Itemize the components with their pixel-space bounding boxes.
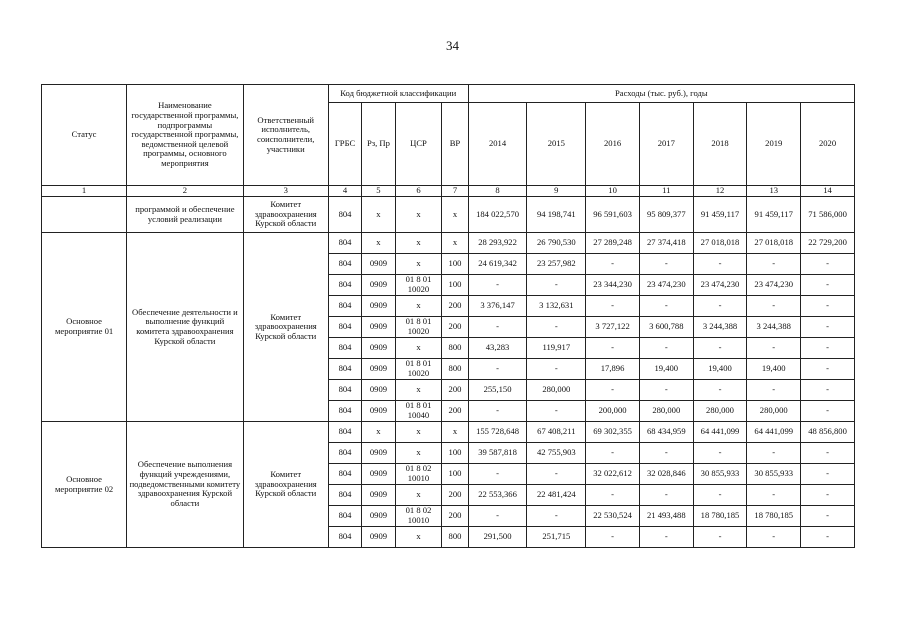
data-cell: 0909 [362, 527, 395, 548]
data-cell: х [395, 380, 442, 401]
data-cell: - [468, 506, 527, 527]
data-cell: 200,000 [586, 401, 640, 422]
data-cell: 804 [328, 338, 361, 359]
data-cell: - [468, 275, 527, 296]
data-cell: 64 441,099 [747, 422, 801, 443]
data-cell: х [362, 233, 395, 254]
data-cell: х [395, 296, 442, 317]
data-cell: 01 8 01 10020 [395, 359, 442, 380]
data-cell: 200 [442, 317, 468, 338]
data-cell: 3 376,147 [468, 296, 527, 317]
data-cell: - [693, 485, 747, 506]
data-cell: 0909 [362, 296, 395, 317]
data-cell: 804 [328, 275, 361, 296]
data-cell: 200 [442, 485, 468, 506]
data-cell: 255,150 [468, 380, 527, 401]
data-cell: - [801, 506, 855, 527]
data-cell: - [801, 359, 855, 380]
data-cell: 200 [442, 380, 468, 401]
data-cell: 22 553,366 [468, 485, 527, 506]
data-cell: - [801, 275, 855, 296]
name-cell: Обеспечение выполнения функций учреждениями, подведомственными комитету здравоохранения Курской области [127, 422, 244, 548]
data-cell: 3 600,788 [639, 317, 693, 338]
data-cell: 69 302,355 [586, 422, 640, 443]
data-cell: - [747, 296, 801, 317]
data-cell: - [639, 254, 693, 275]
data-cell: 68 434,959 [639, 422, 693, 443]
data-cell: 3 132,631 [527, 296, 586, 317]
data-cell: 200 [442, 401, 468, 422]
column-index-cell: 9 [527, 186, 586, 197]
data-cell: - [801, 380, 855, 401]
data-cell: - [747, 485, 801, 506]
header-year: 2018 [693, 103, 747, 186]
header-budget-code: Код бюджетной классификации [328, 85, 468, 103]
header-vr: ВР [442, 103, 468, 186]
page-number: 34 [446, 38, 459, 53]
data-cell: 800 [442, 527, 468, 548]
data-cell: - [586, 338, 640, 359]
data-cell: - [747, 527, 801, 548]
table-row [42, 197, 855, 233]
data-cell: х [442, 422, 468, 443]
data-cell: 804 [328, 233, 361, 254]
column-index-row [42, 186, 855, 197]
column-index-cell: 2 [127, 186, 244, 197]
data-cell: - [527, 317, 586, 338]
data-cell: 804 [328, 380, 361, 401]
data-cell: 67 408,211 [527, 422, 586, 443]
data-cell: 0909 [362, 359, 395, 380]
header-year: 2017 [639, 103, 693, 186]
data-cell: - [468, 401, 527, 422]
data-cell: 0909 [362, 506, 395, 527]
data-cell: 91 459,117 [747, 197, 801, 233]
data-cell: х [362, 197, 395, 233]
data-cell: 39 587,818 [468, 443, 527, 464]
data-cell: - [747, 443, 801, 464]
data-cell: 18 780,185 [693, 506, 747, 527]
data-cell: - [527, 464, 586, 485]
data-cell: х [442, 233, 468, 254]
data-cell: 0909 [362, 464, 395, 485]
data-cell: 0909 [362, 401, 395, 422]
data-cell: - [586, 443, 640, 464]
header-year: 2016 [586, 103, 640, 186]
data-cell: 42 755,903 [527, 443, 586, 464]
column-index-cell: 3 [243, 186, 328, 197]
data-cell: - [468, 464, 527, 485]
data-cell: 200 [442, 296, 468, 317]
data-cell: 804 [328, 254, 361, 275]
executor-cell: Комитет здравоохранения Курской области [243, 197, 328, 233]
data-cell: х [395, 485, 442, 506]
data-cell: 30 855,933 [693, 464, 747, 485]
data-cell: 3 244,388 [747, 317, 801, 338]
data-cell: 01 8 02 10010 [395, 506, 442, 527]
data-cell: 96 591,603 [586, 197, 640, 233]
table-row [42, 233, 855, 254]
data-cell: 19,400 [693, 359, 747, 380]
executor-cell: Комитет здравоохранения Курской области [243, 422, 328, 548]
table-header [42, 85, 855, 197]
data-cell: - [801, 527, 855, 548]
header-rzpr: Рз, Пр [362, 103, 395, 186]
data-cell: 280,000 [693, 401, 747, 422]
data-cell: - [639, 485, 693, 506]
data-cell: - [468, 359, 527, 380]
data-cell: - [747, 338, 801, 359]
data-cell: 280,000 [747, 401, 801, 422]
data-cell: - [693, 443, 747, 464]
data-cell: 100 [442, 275, 468, 296]
header-year: 2020 [801, 103, 855, 186]
column-index-cell: 1 [42, 186, 127, 197]
data-cell: 155 728,648 [468, 422, 527, 443]
data-cell: - [639, 296, 693, 317]
header-status: Статус [42, 85, 127, 186]
data-cell: 23 474,230 [693, 275, 747, 296]
data-cell: - [693, 254, 747, 275]
data-cell: х [362, 422, 395, 443]
data-cell: - [639, 338, 693, 359]
data-cell: 27 018,018 [747, 233, 801, 254]
data-cell: - [586, 254, 640, 275]
data-cell: 0909 [362, 443, 395, 464]
column-index-cell: 6 [395, 186, 442, 197]
data-cell: - [639, 527, 693, 548]
data-cell: - [693, 380, 747, 401]
data-cell: 100 [442, 443, 468, 464]
data-cell: 01 8 02 10010 [395, 464, 442, 485]
data-cell: 100 [442, 464, 468, 485]
header-executor: Ответственный исполнитель, соисполнители, участники [243, 85, 328, 186]
data-cell: 27 374,418 [639, 233, 693, 254]
data-cell: - [801, 338, 855, 359]
data-cell: 27 289,248 [586, 233, 640, 254]
data-cell: 804 [328, 443, 361, 464]
data-cell: 32 022,612 [586, 464, 640, 485]
data-cell: - [639, 443, 693, 464]
data-cell: 119,917 [527, 338, 586, 359]
data-cell: 91 459,117 [693, 197, 747, 233]
data-cell: 22 481,424 [527, 485, 586, 506]
name-cell: программой и обеспечение условий реализации [127, 197, 244, 233]
data-cell: 804 [328, 506, 361, 527]
data-cell: 804 [328, 359, 361, 380]
data-cell: 3 244,388 [693, 317, 747, 338]
data-cell: 804 [328, 464, 361, 485]
data-cell: 800 [442, 338, 468, 359]
column-index-cell: 12 [693, 186, 747, 197]
data-cell: - [586, 380, 640, 401]
data-cell: 804 [328, 485, 361, 506]
data-cell: 23 474,230 [639, 275, 693, 296]
data-cell: 32 028,846 [639, 464, 693, 485]
data-cell: х [395, 197, 442, 233]
data-cell: 26 790,530 [527, 233, 586, 254]
data-cell: - [747, 380, 801, 401]
column-index-cell: 14 [801, 186, 855, 197]
data-cell: 17,896 [586, 359, 640, 380]
data-cell: - [801, 485, 855, 506]
data-cell: 804 [328, 527, 361, 548]
data-cell: 43,283 [468, 338, 527, 359]
budget-table [41, 84, 855, 548]
name-cell: Обеспечение деятельности и выполнение функций комитета здравоохранения Курской области [127, 233, 244, 422]
data-cell: - [801, 464, 855, 485]
data-cell: 01 8 01 10020 [395, 275, 442, 296]
header-name: Наименование государственной программы, подпрограммы государственной программы, ведомственной целевой программы, основного мероприятия [127, 85, 244, 186]
header-year: 2019 [747, 103, 801, 186]
header-expenses: Расходы (тыс. руб.), годы [468, 85, 854, 103]
table-body [42, 197, 855, 548]
column-index-cell: 7 [442, 186, 468, 197]
data-cell: - [801, 401, 855, 422]
data-cell: 184 022,570 [468, 197, 527, 233]
data-cell: 19,400 [747, 359, 801, 380]
data-cell: х [395, 254, 442, 275]
data-cell: 48 856,800 [801, 422, 855, 443]
data-cell: 23 344,230 [586, 275, 640, 296]
data-cell: 23 257,982 [527, 254, 586, 275]
column-index-cell: 5 [362, 186, 395, 197]
executor-cell: Комитет здравоохранения Курской области [243, 233, 328, 422]
data-cell: - [693, 296, 747, 317]
data-cell: 0909 [362, 317, 395, 338]
data-cell: 01 8 01 10020 [395, 317, 442, 338]
header-year: 2014 [468, 103, 527, 186]
header-year: 2015 [527, 103, 586, 186]
data-cell: 95 809,377 [639, 197, 693, 233]
table-row [42, 422, 855, 443]
status-cell: Основное мероприятие 01 [42, 233, 127, 422]
data-cell: 64 441,099 [693, 422, 747, 443]
data-cell: 24 619,342 [468, 254, 527, 275]
data-cell: 23 474,230 [747, 275, 801, 296]
data-cell: 0909 [362, 485, 395, 506]
data-cell: х [395, 422, 442, 443]
data-cell: 280,000 [527, 380, 586, 401]
column-index-cell: 4 [328, 186, 361, 197]
data-cell: 0909 [362, 275, 395, 296]
data-cell: - [527, 506, 586, 527]
header-grbs: ГРБС [328, 103, 361, 186]
data-cell: 804 [328, 422, 361, 443]
data-cell: - [586, 296, 640, 317]
data-cell: - [527, 401, 586, 422]
data-cell: - [801, 317, 855, 338]
data-cell: 804 [328, 296, 361, 317]
column-index-cell: 13 [747, 186, 801, 197]
data-cell: 28 293,922 [468, 233, 527, 254]
data-cell: 251,715 [527, 527, 586, 548]
header-csr: ЦСР [395, 103, 442, 186]
data-cell: - [586, 527, 640, 548]
data-cell: 804 [328, 197, 361, 233]
data-cell: 71 586,000 [801, 197, 855, 233]
data-cell: 22 729,200 [801, 233, 855, 254]
data-cell: 94 198,741 [527, 197, 586, 233]
data-cell: 291,500 [468, 527, 527, 548]
data-cell: - [747, 254, 801, 275]
data-cell: - [801, 254, 855, 275]
data-cell: - [801, 296, 855, 317]
data-cell: 27 018,018 [693, 233, 747, 254]
data-cell: 30 855,933 [747, 464, 801, 485]
status-cell [42, 197, 127, 233]
data-cell: - [693, 527, 747, 548]
data-cell: - [801, 443, 855, 464]
data-cell: 3 727,122 [586, 317, 640, 338]
status-cell: Основное мероприятие 02 [42, 422, 127, 548]
data-cell: 804 [328, 317, 361, 338]
data-cell: 200 [442, 506, 468, 527]
data-cell: - [586, 485, 640, 506]
data-cell: - [639, 380, 693, 401]
data-cell: х [395, 233, 442, 254]
data-cell: 21 493,488 [639, 506, 693, 527]
data-cell: 01 8 01 10040 [395, 401, 442, 422]
data-cell: 0909 [362, 254, 395, 275]
column-index-cell: 10 [586, 186, 640, 197]
data-cell: х [395, 527, 442, 548]
data-cell: 22 530,524 [586, 506, 640, 527]
data-cell: 0909 [362, 380, 395, 401]
data-cell: х [395, 338, 442, 359]
data-cell: 19,400 [639, 359, 693, 380]
data-cell: 804 [328, 401, 361, 422]
data-cell: 0909 [362, 338, 395, 359]
data-cell: х [395, 443, 442, 464]
data-cell: - [527, 359, 586, 380]
data-cell: 100 [442, 254, 468, 275]
data-cell: 18 780,185 [747, 506, 801, 527]
data-cell: - [693, 338, 747, 359]
data-cell: х [442, 197, 468, 233]
column-index-cell: 11 [639, 186, 693, 197]
data-cell: 800 [442, 359, 468, 380]
data-cell: - [527, 275, 586, 296]
data-cell: 280,000 [639, 401, 693, 422]
column-index-cell: 8 [468, 186, 527, 197]
data-cell: - [468, 317, 527, 338]
